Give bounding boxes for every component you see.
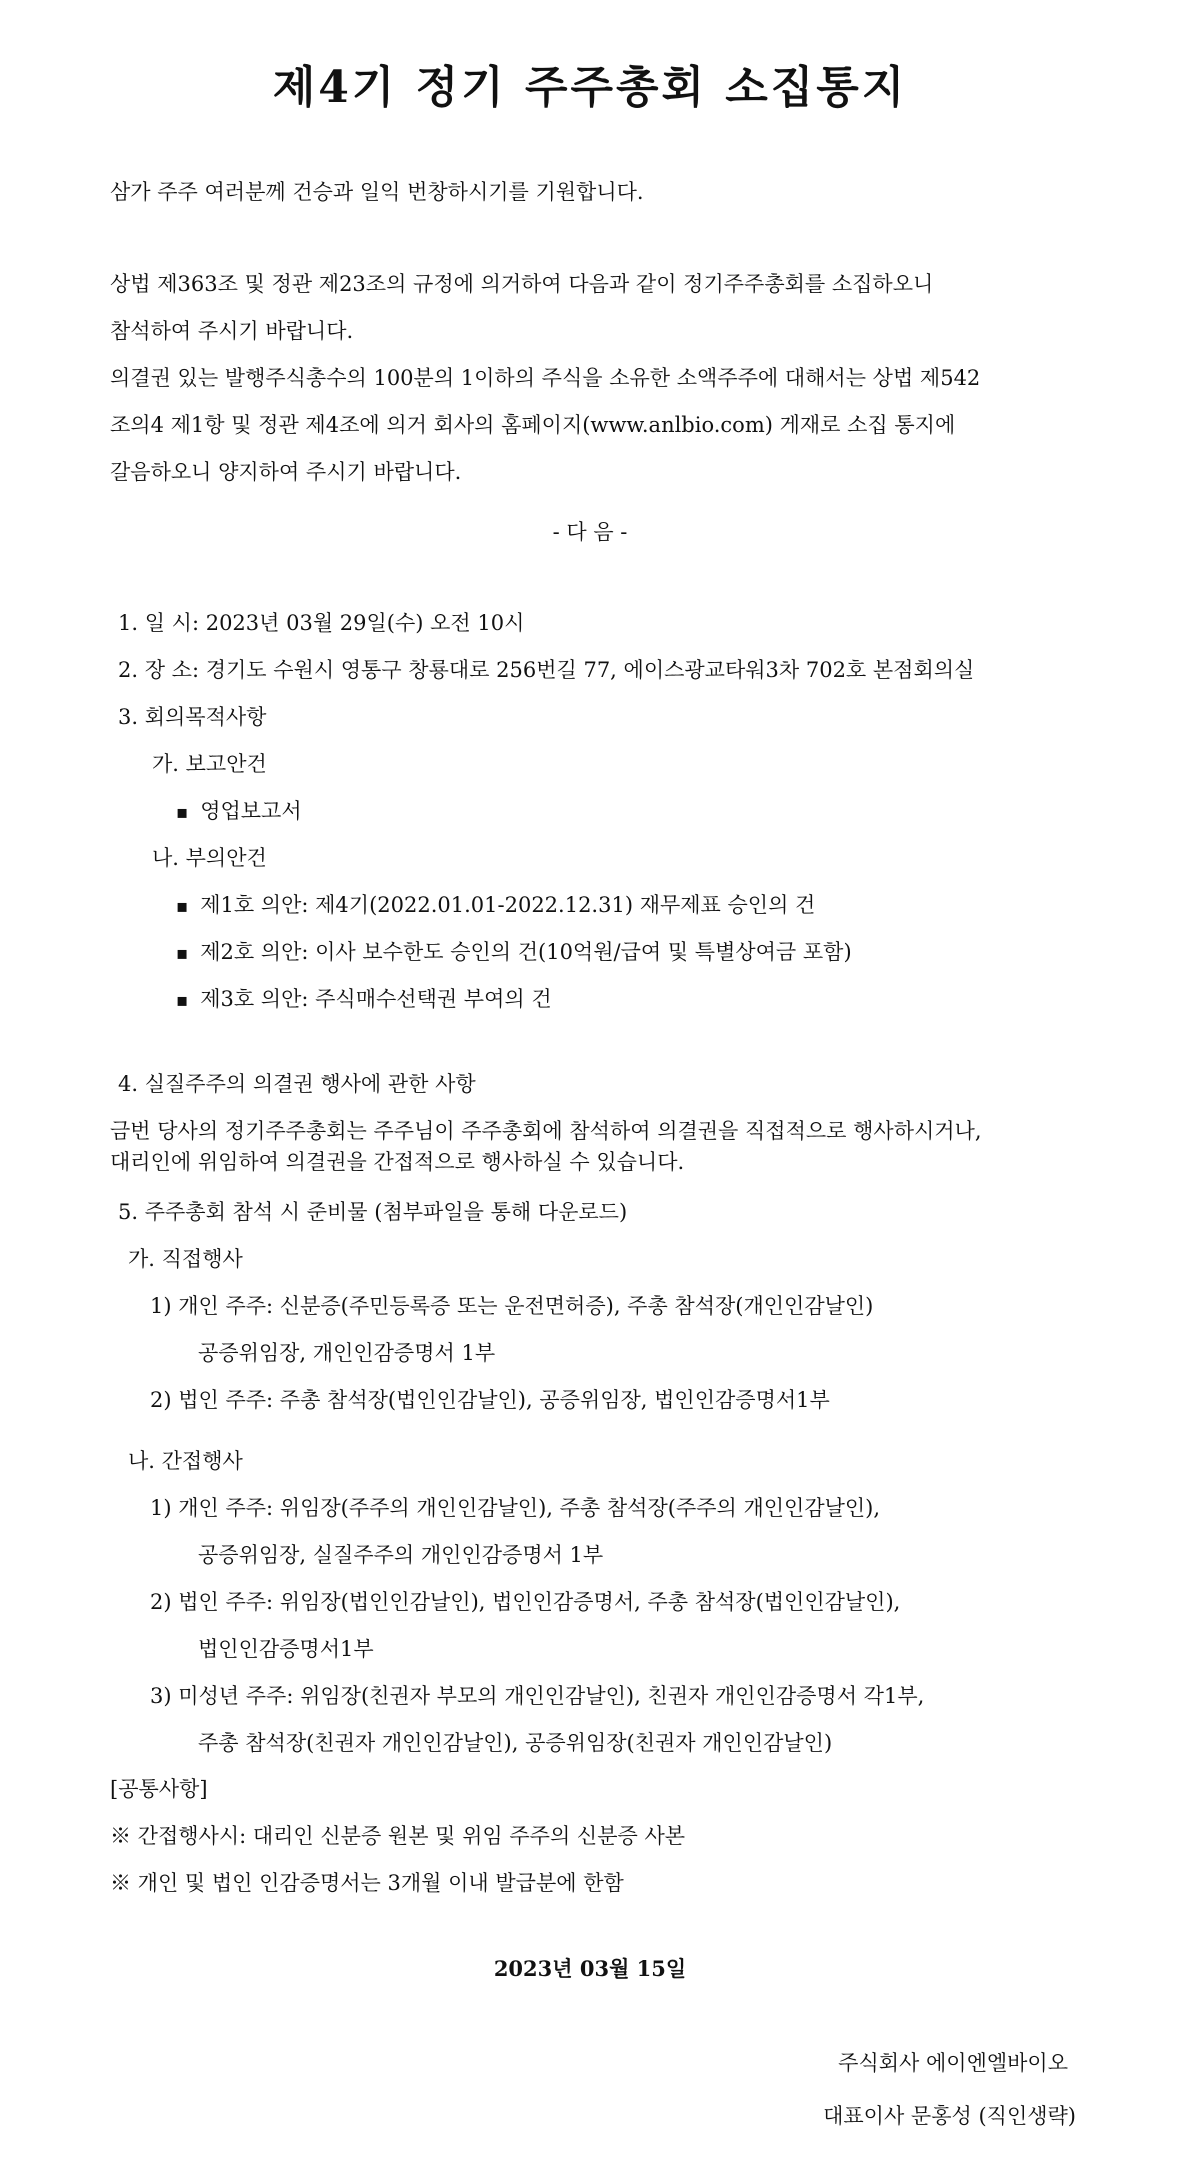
- intro-line: 갈음하오니 양지하여 주시기 바랍니다.: [110, 460, 462, 484]
- item-materials: 5. 주주총회 참석 시 준비물 (첨부파일을 통해 다운로드): [118, 1200, 628, 1224]
- item-agenda: 3. 회의목적사항: [118, 705, 267, 729]
- resolution-item: ▪ 제2호 의안: 이사 보수한도 승인의 건(10억원/급여 및 특별상여금 포함): [176, 938, 852, 968]
- indirect-item-cont: 주총 참석장(친권자 개인인감날인), 공증위임장(친권자 개인인감날인): [198, 1731, 833, 1755]
- common-header: [공통사항]: [110, 1777, 208, 1801]
- resolution-item: ▪ 제3호 의안: 주식매수선택권 부여의 건: [176, 985, 552, 1015]
- common-note: ※ 개인 및 법인 인감증명서는 3개월 이내 발급분에 한함: [110, 1871, 624, 1895]
- intro-line: 상법 제363조 및 정관 제23조의 규정에 의거하여 다음과 같이 정기주주총회를 소집하오니: [110, 272, 934, 296]
- voting-text: 금번 당사의 정기주주총회는 주주님이 주주총회에 참석하여 의결권을 직접적으로 행사하시거나,: [110, 1119, 982, 1143]
- indirect-header: 나. 간접행사: [128, 1449, 243, 1473]
- company-name: 주식회사 에이엔엘바이오: [838, 2051, 1068, 2075]
- direct-item: 2) 법인 주주: 주총 참석장(법인인감날인), 공증위임장, 법인인감증명서1부: [150, 1388, 830, 1412]
- report-header: 가. 보고안건: [152, 752, 267, 776]
- item-date: 1. 일 시: 2023년 03월 29일(수) 오전 10시: [118, 611, 525, 635]
- intro-line: 의결권 있는 발행주식총수의 100분의 1이하의 주식을 소유한 소액주주에 대해서는 상법 제542: [110, 366, 981, 390]
- common-note: ※ 간접행사시: 대리인 신분증 원본 및 위임 주주의 신분증 사본: [110, 1824, 686, 1848]
- ceo-signature: 대표이사 문홍성 (직인생략): [823, 2104, 1076, 2128]
- resolution-item: ▪ 제1호 의안: 제4기(2022.01.01-2022.12.31) 재무제표 승인의 건: [176, 891, 815, 921]
- page-title: 제4기 정기 주주총회 소집통지: [272, 62, 908, 113]
- item-location: 2. 장 소: 경기도 수원시 영통구 창룡대로 256번길 77, 에이스광교타워3차 702호 본점회의실: [118, 658, 975, 682]
- indirect-item-cont: 법인인감증명서1부: [198, 1637, 374, 1661]
- direct-item-cont: 공증위임장, 개인인감증명서 1부: [198, 1341, 496, 1365]
- notice-date: 2023년 03월 15일: [493, 1956, 687, 1981]
- intro-line: 조의4 제1항 및 정관 제4조에 의거 회사의 홈페이지(www.anlbio.com) 게재로 소집 통지에: [110, 413, 956, 437]
- direct-header: 가. 직접행사: [128, 1247, 243, 1271]
- indirect-item-cont: 공증위임장, 실질주주의 개인인감증명서 1부: [198, 1543, 604, 1567]
- direct-item: 1) 개인 주주: 신분증(주민등록증 또는 운전면허증), 주총 참석장(개인인감날인): [150, 1294, 874, 1318]
- resolution-header: 나. 부의안건: [152, 846, 267, 870]
- indirect-item: 1) 개인 주주: 위임장(주주의 개인인감날인), 주총 참석장(주주의 개인인감날인),: [150, 1496, 881, 1520]
- report-item: ▪ 영업보고서: [176, 797, 302, 827]
- greeting: 삼가 주주 여러분께 건승과 일익 번창하시기를 기원합니다.: [110, 180, 644, 204]
- indirect-item: 3) 미성년 주주: 위임장(친권자 부모의 개인인감날인), 친권자 개인인감증명서 각1부,: [150, 1684, 925, 1708]
- item-voting: 4. 실질주주의 의결권 행사에 관한 사항: [118, 1072, 476, 1096]
- intro-line: 참석하여 주시기 바랍니다.: [110, 319, 354, 343]
- indirect-item: 2) 법인 주주: 위임장(법인인감날인), 법인인감증명서, 주총 참석장(법인인감날인),: [150, 1590, 901, 1614]
- divider: - 다 음 -: [552, 520, 628, 544]
- voting-text: 대리인에 위임하여 의결권을 간접적으로 행사하실 수 있습니다.: [110, 1150, 685, 1174]
